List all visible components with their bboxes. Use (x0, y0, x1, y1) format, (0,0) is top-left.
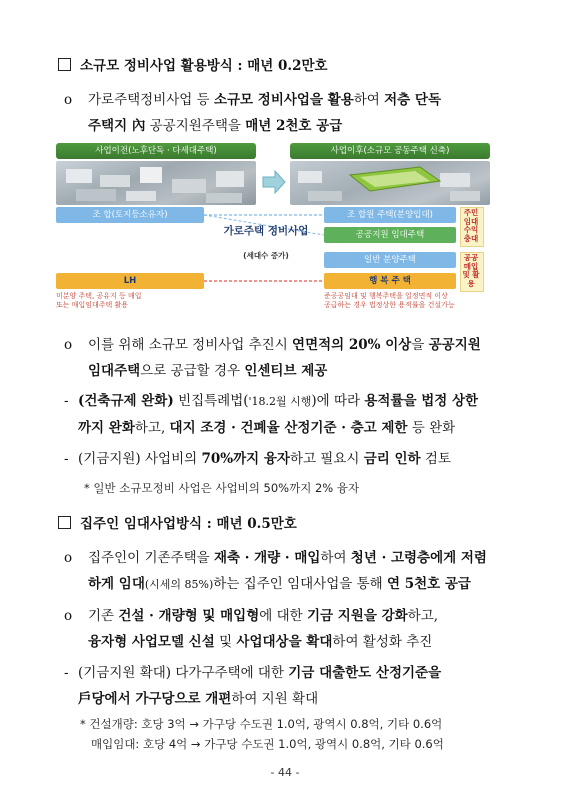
before-buildings-illustration (56, 161, 256, 205)
small-scale-redevelopment-diagram (56, 143, 518, 311)
paragraph-building-regulation: - (건축규제 완화) 빈집특례법('18.2월 시행)에 따라 용적률을 법정 상한 까지 완화하고, 대지 조경 · 건폐율 산정기준 · 층고 제한 등 완화 (64, 393, 479, 436)
right-caption-line1: 준공공임대 및 행복주택을 일정면적 이상 (324, 292, 448, 300)
paragraph-small-scale-overview: ο 가로주택정비사업 등 소규모 정비사업을 활용하여 저층 단독 주택지 內 공공지원주택을 매년 2천호 공급 (64, 87, 524, 139)
paragraph-landlord-supply: ο 집주인이 기존주택을 재축 · 개량 · 매입하여 청년 · 고령층에게 저렴 하게 임대(시세의 85%)하는 집주인 임대사업을 통해 연 5천호 공급 (64, 550, 487, 592)
paragraph-fund-expansion: - (기금지원 확대) 다가구주택에 대한 기금 대출한도 산정기준을 戶당에서 가구당으로 개편하여 지원 확대 (64, 665, 442, 707)
page-number: - 44 - (270, 766, 300, 779)
before-header: 사업이전(노후단독 · 다세대주택) (56, 143, 256, 159)
footnote-general-loan: * 일반 소규모정비 사업은 사업비의 50%까지 2% 융자 (84, 481, 360, 495)
checkbox-square-icon (58, 58, 71, 71)
row-member-housing: 조 합원 주택(분양입대) (324, 207, 456, 223)
paragraph-fund-strengthen: ο 기존 건설 · 개량형 및 매입형에 대한 기금 지원을 강화하고, 융자형 사업모델 신설 및 사업대상을 확대하여 활성화 추진 (64, 608, 439, 650)
right-caption-line2: 공급하는 경우 법정상한 용적률을 건설가능 (324, 301, 455, 309)
row-happy-housing: 행 복 주 택 (324, 273, 456, 289)
paragraph-incentive: ο 이를 위해 소규모 정비사업 추진시 연면적의 20% 이상을 공공지원 임대주택으로 공급할 경우 인센티브 제공 (64, 337, 481, 379)
left-caption-line2: 또는 매입임대주택 활용 (56, 301, 129, 309)
row-lh-left: LH (56, 273, 204, 289)
side-label-top: 주민 임대 수익 충대 (463, 208, 479, 243)
checkbox-square-icon (58, 516, 71, 529)
section-title-text: 소규모 정비사업 활용방식 : 매년 0.2만호 (80, 58, 328, 74)
center-subtitle: (세대수 증가) (243, 251, 289, 260)
transition-arrow-icon (261, 169, 287, 195)
footnote-construction-improvement: * 건설개량: 호당 3억 → 가구당 수도권 1.0억, 광역시 0.8억, 기타 0.6억 (80, 717, 443, 731)
section-title-small-scale (58, 54, 328, 74)
row-general-sale: 일반 분양주택 (324, 252, 456, 268)
after-aerial-photo (290, 161, 490, 205)
side-label-bottom: 공공 매입 및 활용 (462, 253, 480, 288)
before-aerial-photo (56, 161, 256, 205)
left-caption-line1: 미분양 주택, 공유지 등 매입 (56, 292, 142, 300)
after-header: 사업이후(소규모 공동주택 신축) (290, 143, 490, 159)
row-association-left: 조 합(토지등소유자) (56, 207, 204, 223)
section-title-landlord-rental: 집주인 임대사업방식 : 매년 0.5만호 (58, 512, 297, 532)
after-buildings-illustration (290, 161, 490, 205)
bullet: ο (64, 92, 73, 108)
center-title: 가로주택 정비사업 (223, 225, 309, 237)
footnote-purchase-rental: 매입임대: 호당 4억 → 가구당 수도권 1.0억, 광역시 0.8억, 기타 0.6억 (91, 737, 444, 751)
flow-connectors (204, 207, 326, 291)
paragraph-fund-support: - (기금지원) 사업비의 70%까지 융자하고 필요시 금리 인하 검토 (64, 451, 451, 467)
row-public-rental: 공공지원 임대주택 (324, 227, 456, 243)
